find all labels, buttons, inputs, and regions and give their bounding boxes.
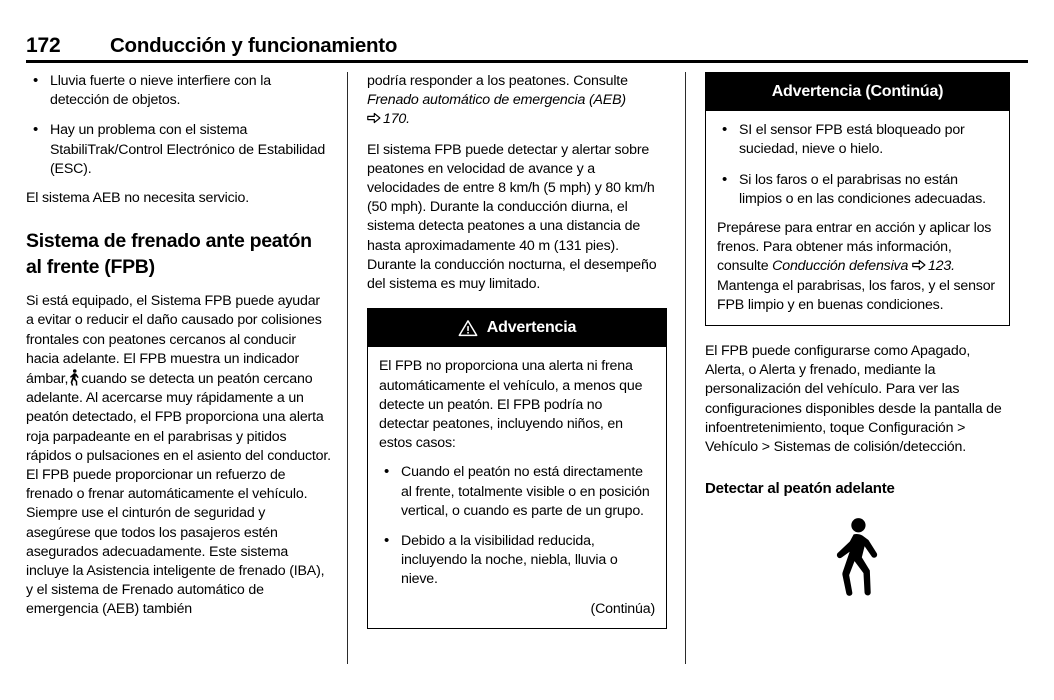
list-item: • Cuando el peatón no está directamente al frente, totalmente visible o en posición vertical, o cuando es parte de un grupo. <box>379 463 655 521</box>
page-number: 172 <box>26 34 61 57</box>
warning-box-continued-body <box>706 111 1009 325</box>
warning-continued-title: Advertencia (Continúa) <box>771 83 944 100</box>
header-rule <box>26 60 1028 63</box>
warning-continued-note: (Continúa) <box>590 600 655 617</box>
page-header <box>26 22 1028 56</box>
fpb-configuration-paragraph: El FPB puede configurarse como Apagado, Alerta, o Alerta y frenado, mediante la personalización del vehículo. Para ver las configuraciones disponibles desde la pantalla de infoentretenimiento, toque Configuración > Vehículo > Sistemas de colisión/detección. <box>705 343 1002 456</box>
column-1 <box>26 72 331 631</box>
warning-continued-list <box>717 121 998 209</box>
aeb-reference-page: 170. <box>383 111 410 128</box>
warning-closing-page: 123. <box>927 258 955 275</box>
warning-box-primary <box>367 308 667 629</box>
warning-intro: El FPB no proporciona una alerta ni frena automáticamente el vehículo, a menos que detecte un peatón. El FPB podría no detectar peatones, incluyendo niños, en estos casos: <box>379 358 643 452</box>
warning-closing-paragraph <box>717 219 998 315</box>
warning-triangle-icon <box>458 319 478 337</box>
right-arrow-reference-icon <box>367 111 381 123</box>
pedestrian-icon <box>69 369 80 386</box>
chapter-title: Conducción y funcionamiento <box>110 33 398 57</box>
column-divider-2 <box>685 72 686 664</box>
list-item: • SI el sensor FPB está bloqueado por suciedad, nieve o hielo. <box>717 121 998 159</box>
section-title-fpb: Sistema de frenado ante peatón al frente (FPB) <box>26 230 312 279</box>
aeb-reference-paragraph <box>367 72 667 130</box>
warning-title: Advertencia <box>486 319 577 337</box>
aeb-reference-italic: Frenado automático de emergencia (AEB) <box>367 92 626 109</box>
pedestrian-walking-figure <box>705 517 1010 597</box>
fault-conditions-list <box>26 72 331 179</box>
list-item: • Debido a la visibilidad reducida, incluyendo la noche, niebla, lluvia o nieve. <box>379 532 655 590</box>
warning-conditions-list <box>379 463 655 589</box>
list-item: • Hay un problema con el sistema StabiliTrak/Control Electrónico de Estabilidad (ESC). <box>26 121 331 179</box>
right-arrow-reference-icon <box>912 258 926 270</box>
warning-box-header <box>368 309 666 347</box>
fpb-description-part1: Si está equipado, el Sistema FPB puede ayudar a evitar o reducir el daño causado por colisiones frontales con peatones cercanos al conducir hacia adelante. El FPB muestra un indicador ámbar, <box>26 293 322 388</box>
column-divider-1 <box>347 72 348 664</box>
aeb-service-note: El sistema AEB no necesita servicio. <box>26 190 249 207</box>
warning-box-body <box>368 347 666 627</box>
list-item: • Si los faros o el parabrisas no están limpios o en las condiciones adecuadas. <box>717 171 998 209</box>
column-3 <box>705 72 1010 597</box>
fpb-description-part2: cuando se detecta un peatón cercano adelante. Al acercarse muy rápidamente a un peatón detectado, el FPB proporciona una alerta roja parpadeante en el parabrisas y pitidos rápidos o pulsaciones en el asiento del conductor. El FPB puede proporcionar un refuerzo de frenado o frenar automáticamente el vehículo. Siempre use el cinturón de seguridad y asegúrese que todos los pasajeros estén asegurados adecuadamente. Este sistema incluye la Asistencia inteligente de frenado (IBA), y el sistema de Frenado automático de emergencia (AEB) también <box>26 371 331 618</box>
fpb-description <box>26 292 331 619</box>
warning-closing-part2: Mantenga el parabrisas, los faros, y el sensor FPB limpio y en buenas condiciones. <box>717 277 995 313</box>
list-item: • Lluvia fuerte o nieve interfiere con la detección de objetos. <box>26 72 331 110</box>
warning-box-continued <box>705 72 1010 326</box>
warning-box-continued-header <box>706 73 1009 111</box>
warning-closing-part1: Prepárese para entrar en acción y aplicar los frenos. Para obtener más información, consulte <box>717 220 992 275</box>
column-2 <box>367 72 667 641</box>
warning-closing-italic: Conducción defensiva <box>772 258 909 275</box>
aeb-reference-text: podría responder a los peatones. Consulte <box>367 73 628 89</box>
subsection-title-detect-pedestrian: Detectar al peatón adelante <box>705 480 895 498</box>
fpb-detection-paragraph: El sistema FPB puede detectar y alertar sobre peatones en velocidad de avance y a velocidades de entre 8 km/h (5 mph) y 80 km/h (50 mph). Durante la conducción diurna, el sistema detecta peatones a una distancia de hasta aproximadamente 40 m (131 pies). Durante la conducción nocturna, el desempeño del sistema es muy limitado. <box>367 141 657 293</box>
